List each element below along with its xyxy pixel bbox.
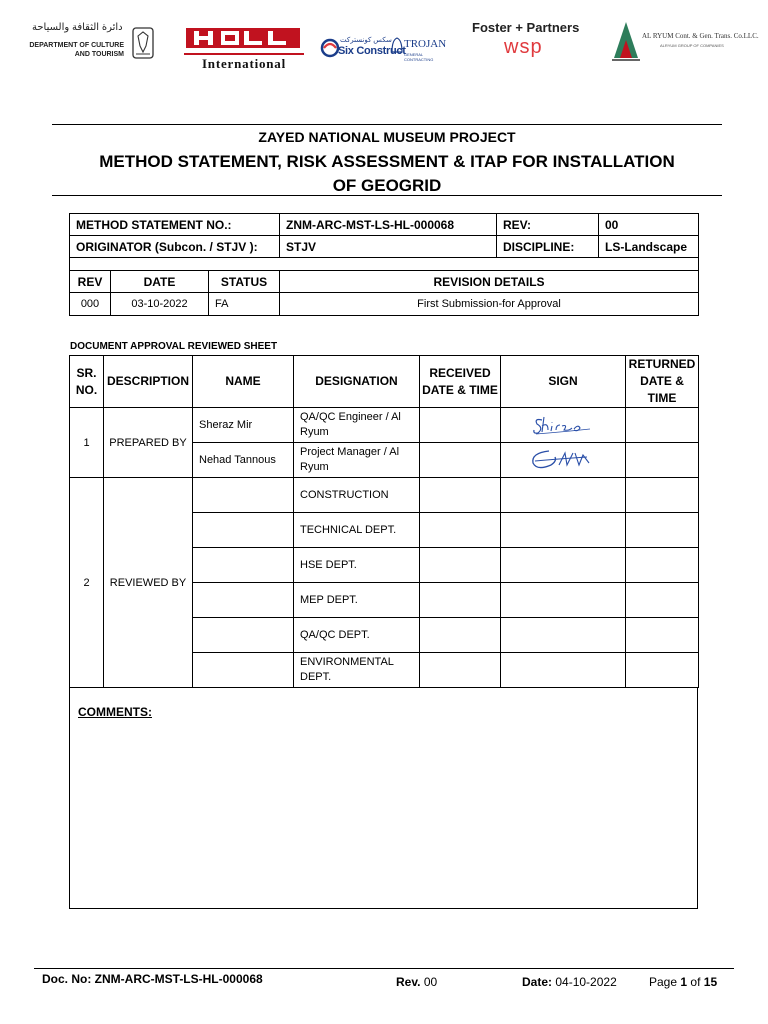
footer-page xyxy=(649,975,717,989)
preparer-returned-2 xyxy=(626,443,699,478)
footer-rev xyxy=(396,975,437,989)
preparer-received-1 xyxy=(420,408,501,443)
reviewer-dept-hse: HSE DEPT. xyxy=(294,548,420,583)
dct-logo xyxy=(28,22,158,68)
trojan-helmet-icon xyxy=(390,36,404,56)
reviewer-name-1 xyxy=(193,478,294,513)
prepared-sr: 1 xyxy=(70,408,104,478)
reviewer-returned-3 xyxy=(626,548,699,583)
reviewed-sr: 2 xyxy=(70,478,104,688)
trojan-subtitle: GENERAL CONTRACTING xyxy=(404,52,434,62)
reviewer-name-6 xyxy=(193,653,294,688)
reviewer-received-3 xyxy=(420,548,501,583)
footer-page-total: 15 xyxy=(703,975,718,989)
footer-date-label: Date: xyxy=(522,975,553,989)
preparer-designation-2: Project Manager / Al Ryum xyxy=(294,443,420,478)
approval-section-heading: DOCUMENT APPROVAL REVIEWED SHEET xyxy=(70,341,278,352)
reviewer-returned-2 xyxy=(626,513,699,548)
preparer-sign-2 xyxy=(501,443,626,478)
reviewer-dept-construction: CONSTRUCTION xyxy=(294,478,420,513)
reviewer-name-4 xyxy=(193,583,294,618)
title-bottom-rule xyxy=(52,195,722,196)
originator-value: STJV xyxy=(280,236,497,258)
six-construct-swirl-icon xyxy=(320,38,340,58)
rev-label: REV: xyxy=(497,214,599,236)
revision-header-rev: REV xyxy=(70,271,111,293)
discipline-label: DISCIPLINE: xyxy=(497,236,599,258)
reviewer-name-3 xyxy=(193,548,294,583)
alryum-subtitle: ALRYUM GROUP OF COMPANIES xyxy=(660,43,724,48)
reviewer-received-5 xyxy=(420,618,501,653)
wsp-name: wsp xyxy=(504,36,543,58)
reviewer-returned-5 xyxy=(626,618,699,653)
revision-header-details: REVISION DETAILS xyxy=(280,271,699,293)
six-construct-trojan-logo xyxy=(320,36,447,66)
alryum-mark-icon xyxy=(610,18,642,64)
footer-page-of: of xyxy=(690,975,701,989)
dct-name-line2: AND TOURISM xyxy=(74,51,124,58)
reviewer-received-6 xyxy=(420,653,501,688)
header-sr-no: SR. NO. xyxy=(70,356,104,408)
six-construct-arabic: سكس كونستركت xyxy=(340,37,392,44)
hill-subtitle: International xyxy=(201,56,287,71)
reviewer-dept-environmental: ENVIRONMENTAL DEPT. xyxy=(294,653,420,688)
info-row-ms xyxy=(70,214,699,236)
alryum-name: AL RYUM Cont. & Gen. Trans. Co.LLC. xyxy=(642,32,759,40)
reviewer-name-2 xyxy=(193,513,294,548)
hill-international-logo xyxy=(182,26,306,72)
revision-header-row xyxy=(70,271,699,293)
footer-page-current: 1 xyxy=(680,975,688,989)
header-designation: DESIGNATION xyxy=(294,356,420,408)
header-description: DESCRIPTION xyxy=(104,356,193,408)
alryum-logo xyxy=(610,16,759,68)
reviewer-sign-2 xyxy=(501,513,626,548)
reviewer-returned-1 xyxy=(626,478,699,513)
footer-rev-value: 00 xyxy=(423,975,438,989)
revision-header-date: DATE xyxy=(111,271,209,293)
logo-strip xyxy=(28,14,759,74)
document-info-table xyxy=(69,213,699,273)
preparer-name-1: Sheraz Mir xyxy=(193,408,294,443)
dct-arabic-text: دائرة الثقافة والسياحة xyxy=(32,22,123,33)
ms-no-label: METHOD STATEMENT NO.: xyxy=(70,214,280,236)
revision-header-status: STATUS xyxy=(209,271,280,293)
preparer-designation-1: QA/QC Engineer / Al Ryum xyxy=(294,408,420,443)
reviewer-returned-6 xyxy=(626,653,699,688)
approval-table xyxy=(69,355,699,688)
prepared-row-1 xyxy=(70,408,699,443)
footer-rev-label: Rev. xyxy=(396,975,421,989)
comments-box[interactable] xyxy=(69,688,698,909)
signature-nehad-icon xyxy=(527,445,599,475)
reviewer-sign-3 xyxy=(501,548,626,583)
reviewer-dept-qaqc: QA/QC DEPT. xyxy=(294,618,420,653)
revision-row xyxy=(70,293,699,316)
reviewer-sign-1 xyxy=(501,478,626,513)
reviewer-received-2 xyxy=(420,513,501,548)
preparer-name-2: Nehad Tannous xyxy=(193,443,294,478)
comments-label: COMMENTS: xyxy=(78,705,152,719)
title-top-rule xyxy=(52,124,722,125)
document-title: METHOD STATEMENT, RISK ASSESSMENT & ITAP FOR INSTALLATION OF GEOGRID xyxy=(99,152,675,195)
foster-partners-wsp-logo xyxy=(472,20,602,66)
hill-divider xyxy=(184,53,304,55)
hill-wordmark-icon xyxy=(186,28,300,48)
reviewed-row-1 xyxy=(70,478,699,513)
footer-doc-no xyxy=(42,972,263,986)
falcon-emblem-icon xyxy=(130,24,156,62)
preparer-returned-1 xyxy=(626,408,699,443)
six-construct-name: Six Construct xyxy=(338,45,406,57)
reviewer-name-5 xyxy=(193,618,294,653)
header-sign: SIGN xyxy=(501,356,626,408)
trojan-name: TROJAN xyxy=(404,38,447,50)
revision-table xyxy=(69,270,699,316)
project-title: ZAYED NATIONAL MUSEUM PROJECT xyxy=(258,129,516,145)
reviewer-received-4 xyxy=(420,583,501,618)
header-name: NAME xyxy=(193,356,294,408)
foster-partners-name: Foster + Partners xyxy=(472,20,580,35)
reviewer-returned-4 xyxy=(626,583,699,618)
header-received: RECEIVED DATE & TIME xyxy=(420,356,501,408)
revision-rev: 000 xyxy=(70,293,111,316)
dct-name-line1: DEPARTMENT OF CULTURE xyxy=(29,42,124,49)
revision-details: First Submission-for Approval xyxy=(280,293,699,316)
footer-date-value: 04-10-2022 xyxy=(555,975,617,989)
approval-header-row xyxy=(70,356,699,408)
reviewer-dept-mep: MEP DEPT. xyxy=(294,583,420,618)
info-row-originator xyxy=(70,236,699,258)
reviewer-dept-technical: TECHNICAL DEPT. xyxy=(294,513,420,548)
reviewed-description: REVIEWED BY xyxy=(104,478,193,688)
ms-no-value: ZNM-ARC-MST-LS-HL-000068 xyxy=(280,214,497,236)
revision-status: FA xyxy=(209,293,280,316)
preparer-received-2 xyxy=(420,443,501,478)
signature-sheraz-icon xyxy=(528,412,598,438)
discipline-value: LS-Landscape xyxy=(599,236,699,258)
footer-page-label: Page xyxy=(649,975,678,989)
footer-date xyxy=(522,975,617,989)
prepared-description: PREPARED BY xyxy=(104,408,193,478)
reviewer-sign-6 xyxy=(501,653,626,688)
header-returned: RETURNED DATE & TIME xyxy=(626,356,699,408)
preparer-sign-1 xyxy=(501,408,626,443)
footer-rule xyxy=(34,968,734,969)
revision-date: 03-10-2022 xyxy=(111,293,209,316)
reviewer-received-1 xyxy=(420,478,501,513)
rev-value: 00 xyxy=(599,214,699,236)
footer-doc-label: Doc. No: ZNM-ARC-MST-LS-HL-000068 xyxy=(42,972,263,986)
reviewer-sign-4 xyxy=(501,583,626,618)
originator-label: ORIGINATOR (Subcon. / STJV ): xyxy=(70,236,280,258)
reviewer-sign-5 xyxy=(501,618,626,653)
